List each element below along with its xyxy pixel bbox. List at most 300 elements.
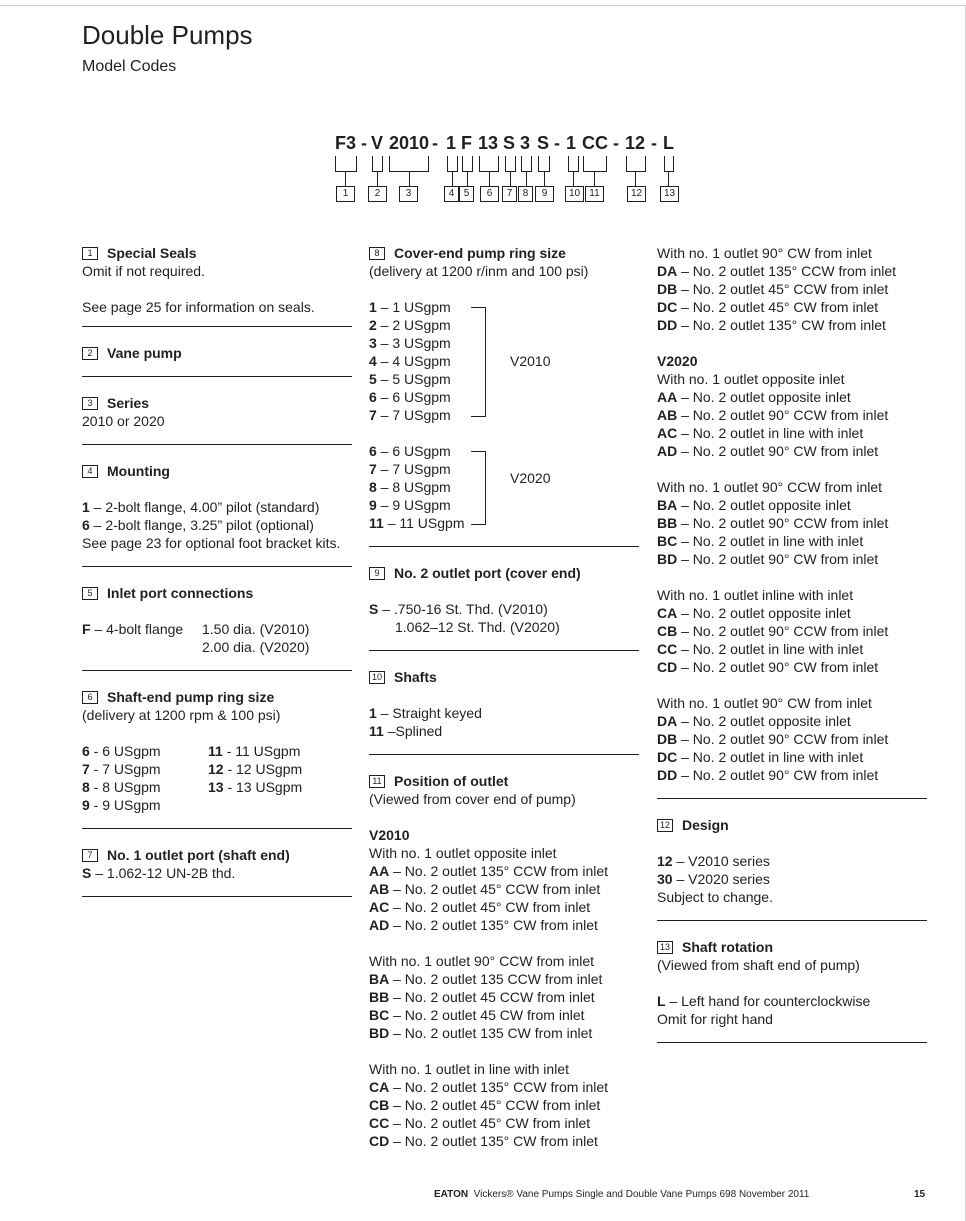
connector-line [594,171,595,186]
v2020-outlet-list [657,370,927,784]
option-code: DA [657,713,678,729]
section-title: Series [107,395,150,411]
list-item [369,916,639,934]
option-text: - 8 USgpm [89,779,161,795]
option-text: – 2-bolt flange, 3.25” pilot (optional) [89,517,314,533]
option-text: – No. 2 outlet 90° CCW from inlet [677,407,889,423]
connector-line [409,171,410,186]
option-code: 7 [369,407,377,423]
option-code: CC [657,641,678,657]
connector-line [467,171,468,186]
code-separator: - [361,133,367,153]
group-heading: With no. 1 outlet opposite inlet [369,845,557,861]
code-segment: S [503,133,516,153]
option-text: – No. 2 outlet 135° CW from inlet [389,917,598,933]
connector-line [538,156,539,172]
list-item [369,1096,639,1114]
list-item [82,742,208,760]
connector-line [472,156,473,172]
option-code: 6 [369,443,377,459]
list-item [657,424,927,442]
list-item [208,778,302,796]
list-item [369,898,639,916]
code-position-number: 13 [660,186,679,202]
connector-line [526,171,527,186]
text-line: 2010 or 2020 [82,413,165,429]
footer-text: Vickers® Vane Pumps Single and Double Vane Pumps 698 November 2011 [473,1189,810,1200]
option-code: F [82,621,91,637]
code-segment: 1 [446,133,457,153]
text-line: See page 23 for optional foot bracket kits. [82,535,341,551]
option-code: BD [657,551,678,567]
option-text: - 13 USgpm [223,779,303,795]
option-text: – No. 2 outlet in line with inlet [677,425,864,441]
page-subtitle: Model Codes [82,58,177,75]
code-segment: L [663,133,674,153]
option-code: L [657,993,666,1009]
section-number: 6 [82,691,98,704]
option-code: CC [369,1115,390,1131]
section-title: Special Seals [107,245,197,261]
option-text: – No. 2 outlet 135 CW from inlet [389,1025,593,1041]
connector-line [505,156,506,172]
section-number: 12 [657,819,673,832]
option-code: 11 [208,743,223,759]
option-text: – No. 2 outlet 45° CW from inlet [389,1115,591,1131]
code-position-number: 12 [627,186,646,202]
group-heading: With no. 1 outlet in line with inlet [369,1061,569,1077]
connector-line [335,171,357,172]
option-text: – 7 USgpm [376,407,451,423]
option-code: 12 [657,853,673,869]
list-item [657,298,927,316]
connector-line [664,171,674,172]
section-number: 8 [369,247,385,260]
text-line: Omit for right hand [657,1011,773,1027]
option-code: 11 [369,515,384,531]
connector-line [382,156,383,172]
connector-line [510,171,511,186]
option-text: – V2020 series [672,871,770,887]
text-line: Subject to change. [657,889,773,905]
list-item [657,550,927,568]
option-text: – 8 USgpm [376,479,451,495]
code-segment: 3 [520,133,531,153]
option-code: 30 [657,871,673,887]
connector-line [389,156,390,172]
code-separator: - [432,133,438,153]
option-text: - 7 USgpm [89,761,161,777]
option-text: – 2 USgpm [376,317,451,333]
section-title: Mounting [107,463,170,479]
option-code: 12 [208,761,224,777]
option-text: – 9 USgpm [376,497,451,513]
section-series [82,394,352,445]
code-segment: 1 [566,133,577,153]
option-text: – No. 2 outlet 90° CW from inlet [677,767,879,783]
option-text: – No. 2 outlet 135° CCW from inlet [389,1079,609,1095]
option-text: – 2-bolt flange, 4.00” pilot (standard) [89,499,320,515]
option-code: DD [657,767,678,783]
option-text: – No. 2 outlet in line with inlet [677,749,864,765]
connector-line [462,156,463,172]
option-code: 8 [369,479,377,495]
code-segment: F [461,133,472,153]
text-line: 2.00 dia. (V2020) [202,639,310,655]
option-text: – No. 2 outlet 135° CW from inlet [389,1133,598,1149]
text-line: 1.062–12 St. Thd. (V2020) [395,619,560,635]
list-item [369,1078,639,1096]
option-code: CA [657,605,678,621]
section-number: 5 [82,587,98,600]
option-code: DB [657,731,678,747]
list-item [657,280,927,298]
list-item [657,442,927,460]
connector-line [668,171,669,186]
option-text: – No. 2 outlet 45° CCW from inlet [389,881,601,897]
bracket [471,451,486,525]
option-code: 1 [82,499,90,515]
option-code: BA [657,497,678,513]
connector-line [673,156,674,172]
option-text: – Left hand for counterclockwise [665,993,871,1009]
code-position-number: 11 [585,186,604,202]
option-code: CB [657,623,678,639]
option-code: 6 [82,517,90,533]
option-text: – 3 USgpm [376,335,451,351]
connector-line [457,156,458,172]
connector-line [583,156,584,172]
ring-group-v2020 [369,442,639,532]
option-code: DD [657,317,678,333]
code-position-number: 8 [518,186,533,202]
option-text: – No. 2 outlet 90° CW from inlet [677,551,879,567]
section-shaft-rotation [657,938,927,1043]
text-line: (Viewed from cover end of pump) [369,791,576,807]
option-text: – 6 USgpm [376,389,451,405]
option-text: – V2010 series [672,853,770,869]
option-code: DA [657,263,678,279]
list-item [82,796,208,814]
section-position-of-outlet [369,772,639,1160]
section-title: Shaft rotation [682,939,773,955]
list-item [657,514,927,532]
connector-line [515,156,516,172]
option-code: 11 [369,723,384,739]
text-line: See page 25 for information on seals. [82,299,315,315]
page-title: Double Pumps [82,20,253,50]
section-vane-pump [82,344,352,377]
option-text: – No. 2 outlet opposite inlet [677,605,851,621]
connector-line [452,171,453,186]
connector-line [372,156,373,172]
option-code: DC [657,299,678,315]
connector-line [664,156,665,172]
connector-line [568,156,569,172]
group-heading: With no. 1 outlet 90° CCW from inlet [369,953,595,969]
option-code: 4 [369,353,377,369]
code-position-number: 6 [480,186,499,202]
section-inlet-port [82,584,352,671]
option-text: – No. 2 outlet 45° CW from inlet [677,299,879,315]
group-heading: With no. 1 outlet 90° CW from inlet [657,695,872,711]
option-code: 9 [369,497,377,513]
list-item [369,1114,639,1132]
connector-line [489,171,490,186]
group-heading: With no. 1 outlet inline with inlet [657,587,854,603]
connector-line [335,156,336,172]
option-code: AD [657,443,678,459]
option-text: – No. 2 outlet 45° CW from inlet [389,899,591,915]
list-item [657,730,927,748]
section-number: 3 [82,397,98,410]
list-item [657,748,927,766]
list-item [657,532,927,550]
option-text: – No. 2 outlet in line with inlet [677,533,864,549]
section-special-seals [82,244,352,327]
list-item [369,880,639,898]
list-item [657,604,927,622]
option-code: 2 [369,317,377,333]
list-item [369,1024,639,1042]
list-item [657,658,927,676]
option-code: CB [369,1097,390,1113]
option-text: – 4 USgpm [376,353,451,369]
connector-line [498,156,499,172]
option-text: – No. 2 outlet 90° CCW from inlet [677,623,889,639]
connector-line [578,156,579,172]
option-code: 5 [369,371,377,387]
option-code: BC [657,533,678,549]
section-number: 11 [369,775,385,788]
section-outlet-port-2 [369,564,639,651]
option-code: 7 [82,761,90,777]
group-heading: With no. 1 outlet 90° CW from inlet [657,245,872,261]
group-heading: With no. 1 outlet opposite inlet [657,371,845,387]
option-text: – 5 USgpm [376,371,451,387]
option-code: AA [369,863,390,879]
option-text: – No. 2 outlet in line with inlet [677,641,864,657]
option-text: –Splined [383,723,443,739]
bracket [471,307,486,417]
page-number: 15 [914,1189,926,1200]
text-line: (delivery at 1200 r/inm and 100 psi) [369,263,589,279]
connector-line [377,171,378,186]
connector-line [583,171,607,172]
option-code: S [82,865,92,881]
option-code: DB [657,281,678,297]
option-text: - 12 USgpm [223,761,303,777]
connector-line [626,171,646,172]
connector-line [356,156,357,172]
option-text: – No. 2 outlet 45 CCW from inlet [389,989,595,1005]
section-design [657,816,927,921]
list-item [82,778,208,796]
section-number: 13 [657,941,673,954]
option-code: S [369,601,379,617]
option-text: – No. 2 outlet 135° CCW from inlet [389,863,609,879]
list-item [657,388,927,406]
option-text: – 1 USgpm [376,299,451,315]
option-code: DC [657,749,678,765]
option-text: – 6 USgpm [376,443,451,459]
option-code: 13 [208,779,224,795]
option-text: – No. 2 outlet 90° CCW from inlet [677,731,889,747]
code-position-number: 7 [502,186,517,202]
code-separator: - [554,133,560,153]
section-title: Shafts [394,669,437,685]
option-text: – No. 2 outlet 135° CW from inlet [677,317,886,333]
option-text: – .750-16 St. Thd. (V2010) [378,601,548,617]
list-item [208,742,302,760]
list-item [369,988,639,1006]
option-code: 9 [82,797,90,813]
footer [434,1189,809,1201]
option-code: 1 [369,299,377,315]
list-item [657,316,927,334]
code-segment: F3 [335,133,357,153]
section-number: 4 [82,465,98,478]
option-text: – 7 USgpm [376,461,451,477]
footer-brand: EATON [434,1189,469,1200]
option-text: – No. 2 outlet 45° CCW from inlet [677,281,889,297]
section-position-of-outlet-cont [657,244,927,799]
option-text: – No. 2 outlet 45 CW from inlet [389,1007,585,1023]
connector-line [626,156,627,172]
list-item [82,760,208,778]
code-segment: 2010 [389,133,430,153]
option-text: – Straight keyed [376,705,482,721]
text-line: 1.50 dia. (V2010) [202,621,310,637]
option-text: – No. 2 outlet 135 CCW from inlet [389,971,603,987]
v2010-outlet-list [369,844,639,1150]
option-text: – No. 2 outlet 90° CCW from inlet [677,515,889,531]
subsection-title: V2020 [657,353,698,369]
option-text: – No. 2 outlet 90° CW from inlet [677,659,879,675]
text-line: Omit if not required. [82,263,205,279]
v2010-outlet-list-cont [657,244,927,334]
code-position-number: 5 [459,186,474,202]
list-item [657,766,927,784]
code-segment: 12 [625,133,646,153]
section-title: No. 1 outlet port (shaft end) [107,847,290,863]
option-code: 3 [369,335,377,351]
text-line: (delivery at 1200 rpm & 100 psi) [82,707,281,723]
code-position-number: 10 [565,186,584,202]
option-text: - 9 USgpm [89,797,161,813]
group-label: V2010 [510,353,551,369]
section-title: Vane pump [107,345,182,361]
section-number: 2 [82,347,98,360]
option-code: BB [369,989,390,1005]
option-code: 8 [82,779,90,795]
option-code: AC [369,899,390,915]
section-title: Inlet port connections [107,585,254,601]
section-number: 10 [369,671,385,684]
option-text: – No. 2 outlet 90° CW from inlet [677,443,879,459]
section-number: 1 [82,247,98,260]
option-code: 7 [369,461,377,477]
option-code: 6 [369,389,377,405]
connector-line [544,171,545,186]
option-text: – 1.062-12 UN-2B thd. [91,865,236,881]
option-code: BC [369,1007,390,1023]
option-code: 6 [82,743,90,759]
list-item [657,640,927,658]
code-separator: - [613,133,619,153]
section-title: Cover-end pump ring size [394,245,566,261]
subsection-title: V2010 [369,827,410,843]
connector-line [645,156,646,172]
option-code: AB [657,407,678,423]
code-separator: - [651,133,657,153]
list-item [657,262,927,280]
connector-line [447,156,448,172]
list-item [369,1132,639,1150]
section-title: Position of outlet [394,773,509,789]
option-code: CD [657,659,678,675]
option-code: CA [369,1079,390,1095]
list-item [208,760,302,778]
option-text: – No. 2 outlet opposite inlet [677,389,851,405]
list-item [657,406,927,424]
code-position-number: 1 [336,186,355,202]
connector-line [549,156,550,172]
option-code: BB [657,515,678,531]
option-text: – 4-bolt flange [90,621,184,637]
option-text: – No. 2 outlet opposite inlet [677,713,851,729]
group-label: V2020 [510,470,551,486]
column-middle [369,244,639,1177]
option-text: – No. 2 outlet 135° CCW from inlet [677,263,897,279]
section-outlet-port-1 [82,846,352,897]
list-item [369,970,639,988]
option-code: 1 [369,705,377,721]
option-text: – 11 USgpm [383,515,465,531]
connector-line [479,156,480,172]
option-code: AB [369,881,390,897]
code-position-number: 9 [535,186,554,202]
section-cover-end-ring [369,244,639,547]
option-code: AA [657,389,678,405]
group-heading: With no. 1 outlet 90° CCW from inlet [657,479,883,495]
connector-line [345,171,346,186]
connector-line [428,156,429,172]
list-item [369,862,639,880]
option-code: AD [369,917,390,933]
option-code: BD [369,1025,390,1041]
section-title: Shaft-end pump ring size [107,689,275,705]
code-position-number: 2 [368,186,387,202]
code-position-number: 3 [399,186,418,202]
code-segment: V [371,133,384,153]
section-title: No. 2 outlet port (cover end) [394,565,581,581]
list-item [369,1006,639,1024]
option-text: – No. 2 outlet 45° CCW from inlet [389,1097,601,1113]
option-text: – No. 2 outlet opposite inlet [677,497,851,513]
list-item [657,496,927,514]
text-line: (Viewed from shaft end of pump) [657,957,860,973]
section-mounting [82,462,352,567]
model-code-diagram [0,0,966,210]
option-text: - 6 USgpm [89,743,161,759]
ring-group-v2010 [369,298,639,424]
connector-line [606,156,607,172]
option-code: CD [369,1133,390,1149]
column-left [82,244,352,914]
section-shafts [369,668,639,755]
connector-line [521,156,522,172]
